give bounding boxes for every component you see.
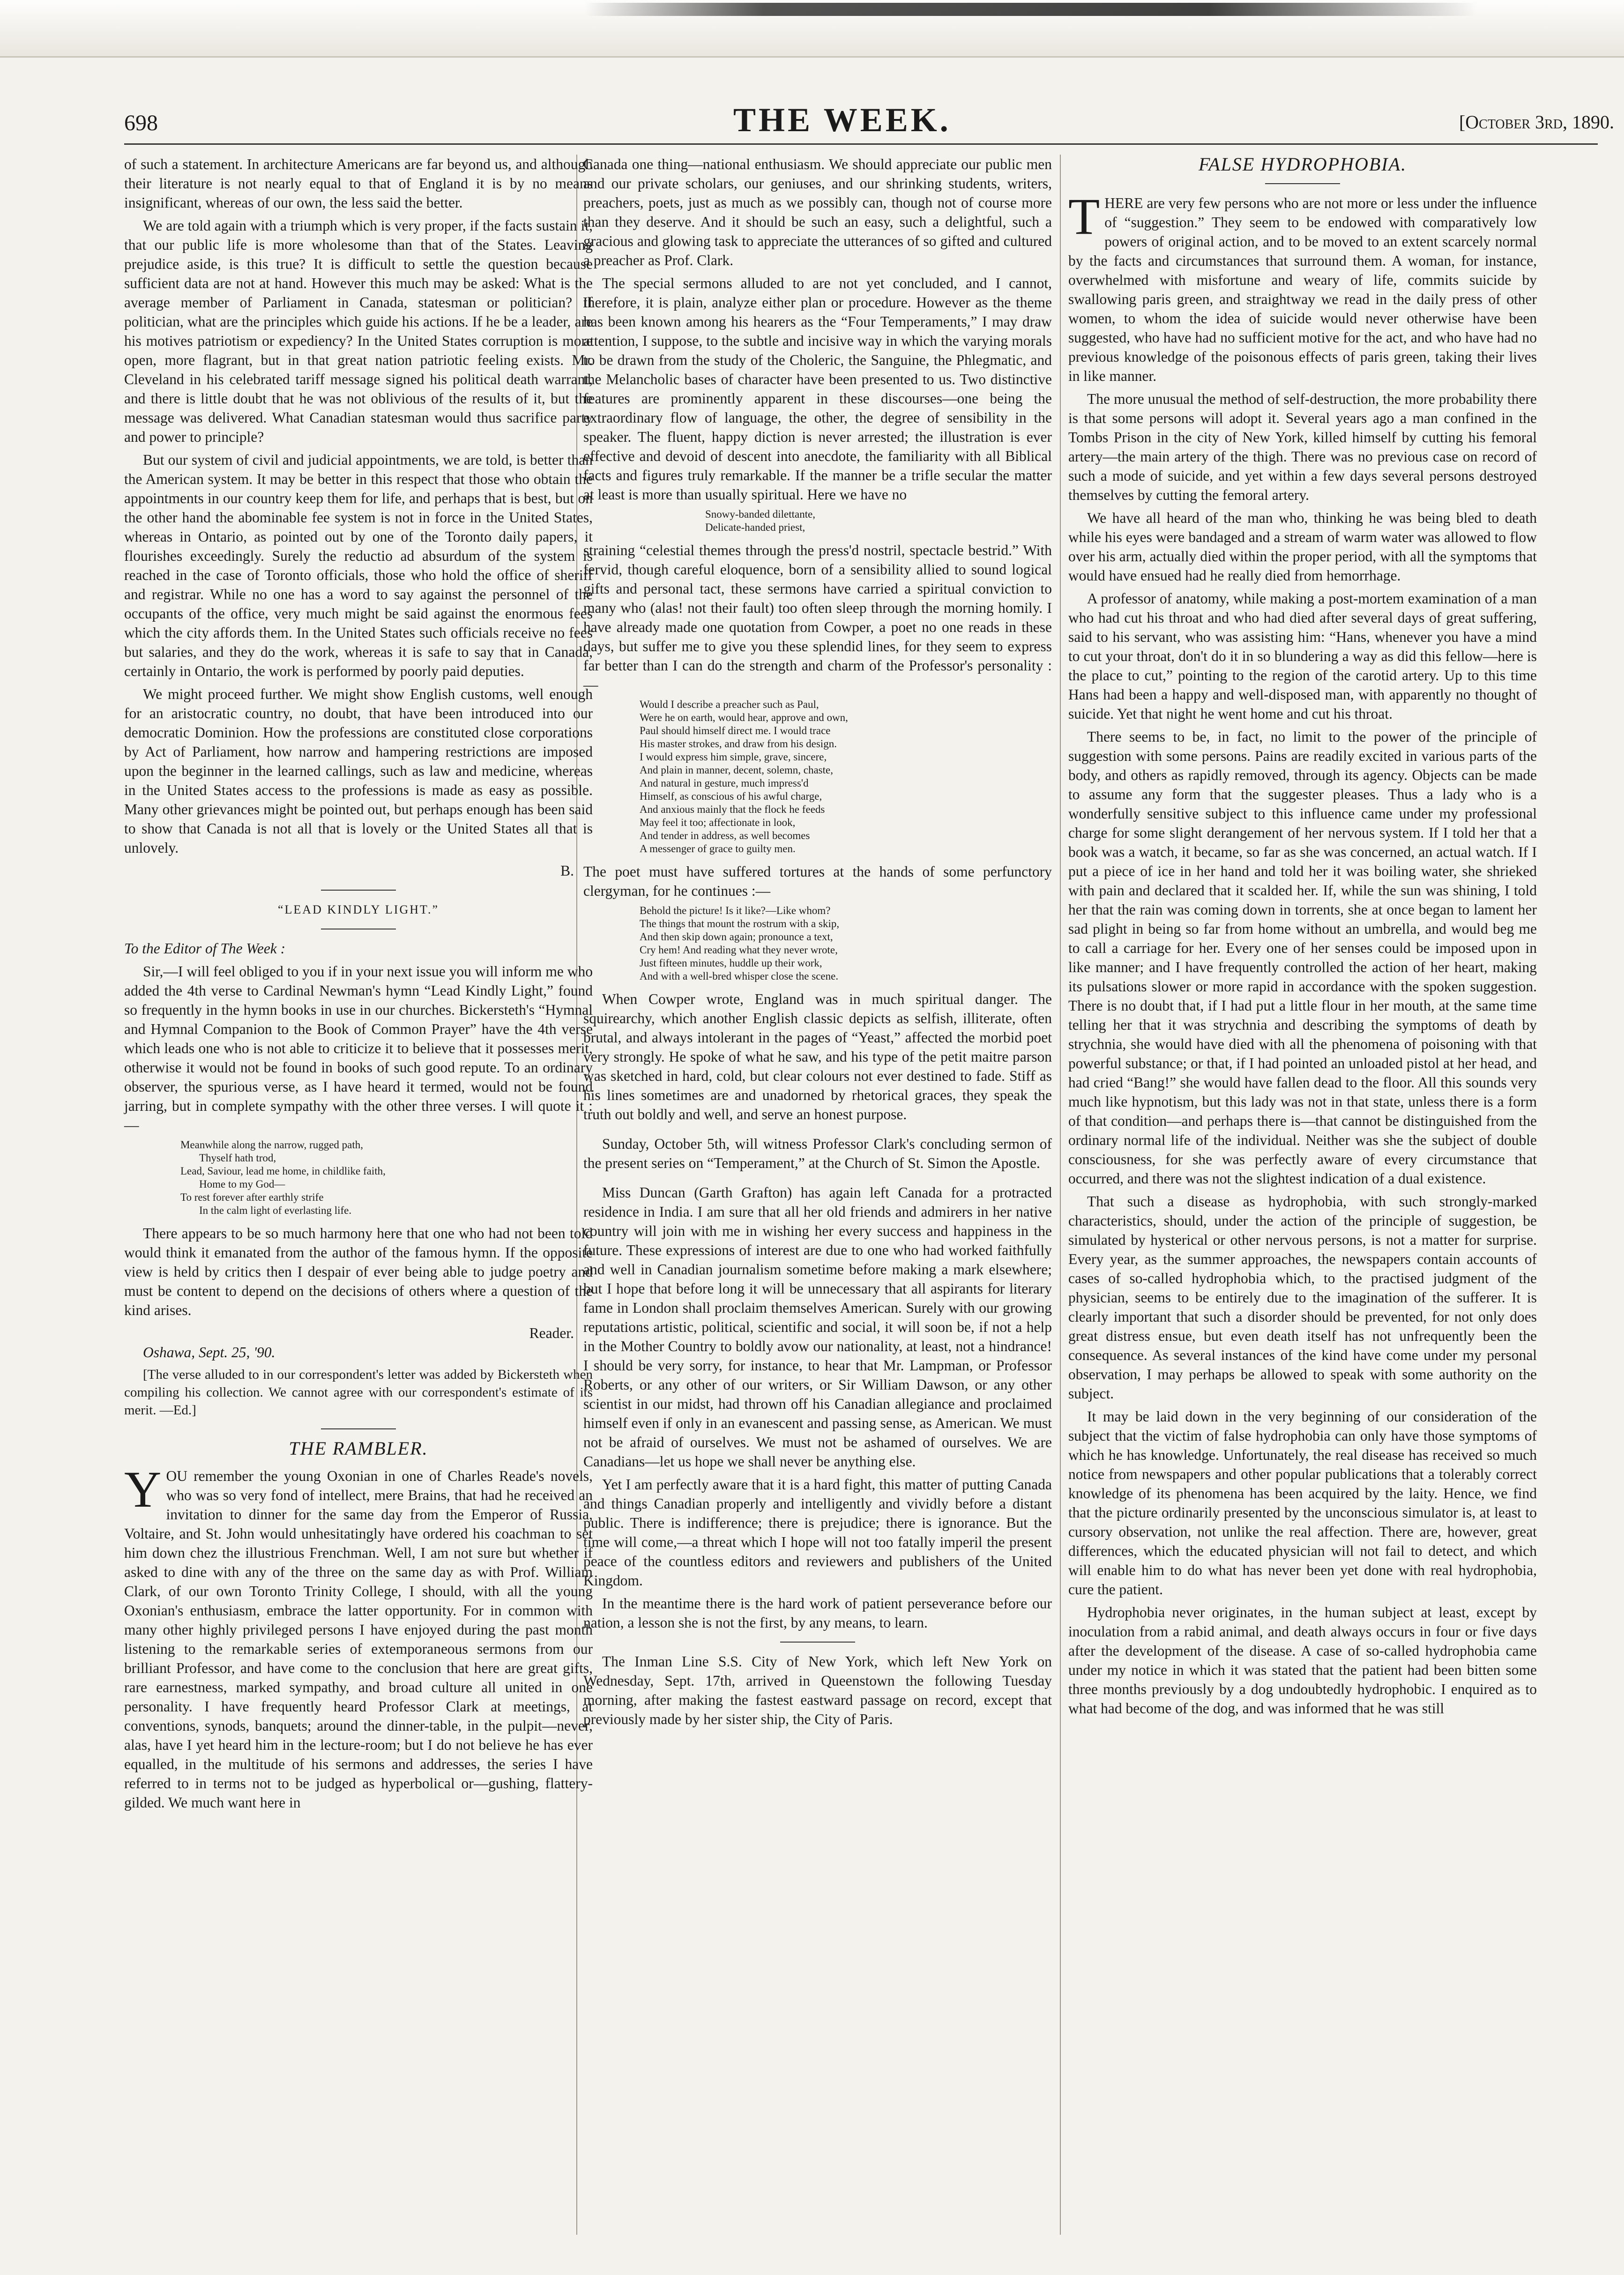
paragraph bbox=[1068, 188, 1537, 386]
paragraph: We are told again with a triumph which is very proper, if the facts sustain it, that our public life is more wholesome than that of the States. Leaving prejudice aside, is this true? It is difficult to settle the question because sufficient data are not at hand. However this much may be asked: What is the average member of Parliament in Canada, statesman or politician? If politician, what are the principles which guide his actions. If he be a leader, are his motives patriotism or expediency? In the United States corruption is more open, more flagrant, but in that great nation patriotic feeling exists. Mr. Cleveland in his celebrated tariff message signed his political death warrant, and there is little doubt that he was not oblivious of the results of it, but the message was delivered. What Canadian statesman would thus sacrifice party and power to principle? bbox=[124, 217, 593, 445]
paragraph: Miss Duncan (Garth Grafton) has again left Canada for a protracted residence in India. I am sure that all her old friends and admirers in her native country will join with me in wishing her every success and happiness in the future. These expressions of interest are due to one who had worked faithfully and well in Canadian journalism sometime before making a mark elsewhere; but I hope that before long it will be unnecessary that all aspirants for literary fame in London shall proclaim themselves American. Surely with our growing reputations artistic, political, scientific and social, it will soon be, if not a help in the Mother Country to boldly avow our nationality, at least, not a hindrance! I should be very sorry, for instance, to hear that Mr. Lampman, or Professor Roberts, or any other of our writers, or Sir William Dawson, or any other scientist in our midst, had thrown off his Canadian allegiance and proclaimed himself even if only in an evanescent and passing sense, as American. We must not be afraid of ourselves. We must not be ashamed of ourselves. We are Canadians—let us hope we shall never be anything else. bbox=[583, 1184, 1052, 1470]
paragraph: That such a disease as hydrophobia, with such strongly-marked characteristics, should, under the action of the principle of suggestion, be simulated by hysterical or other nervous persons, is not a matter for surprise. Every year, as the summer approaches, the newspapers contain accounts of cases of so-called hydrophobia which, to the practised judgment of the physician, seems to be entirely due to the imagination of the sufferer. It is clearly important that such a disorder should be prevented, for not only does great distress ensue, but even death itself has not unfrequently been the consequence. As several instances of the kind have come under my personal observation, I may perhaps be allowed to speak with some authority on the subject. bbox=[1068, 1193, 1537, 1402]
paragraph: The poet must have suffered tortures at the hands of some perfunctory clergyman, for he continues :— bbox=[583, 863, 1052, 899]
verse-line: And natural in gesture, much impress'd bbox=[640, 777, 809, 789]
verse-line: His master strokes, and draw from his design. bbox=[640, 738, 837, 750]
scan-streak bbox=[586, 3, 1476, 16]
scan-top-margin bbox=[0, 0, 1624, 58]
signature-b: B. bbox=[560, 862, 574, 879]
column-left bbox=[124, 155, 593, 1816]
header-rule bbox=[124, 143, 1598, 145]
verse-line: Would I describe a preacher such as Paul, bbox=[640, 699, 819, 710]
cowper-verse-2 bbox=[640, 904, 1052, 983]
verse-line: In the calm light of everlasting life. bbox=[199, 1204, 352, 1216]
paragraph: Sunday, October 5th, will witness Professor Clark's concluding sermon of the present series on “Temperament,” at the Church of St. Simon the Apostle. bbox=[583, 1136, 1052, 1171]
section-rule bbox=[321, 1428, 396, 1429]
paragraph bbox=[124, 1461, 593, 1812]
paragraph-text: OU remember the young Oxonian in one of Charles Reade's novels, who was so very fond of intellect, mere Brains, that had he received an invitation to dinner for the same day from the Emperor of Russia, Voltaire, and St. John would unhesitatingly have ordered his coachman to set him down chez the illustrious Frenchman. Well, I am not sure but whether if asked to dine with any of the three on the same day as with Prof. William Clark, of our own Toronto Trinity College, I should, with all the young Oxonian's enthusiasm, embrace the latter opportunity. For in common with many other highly privileged persons I have enjoyed during the past month listening to the remarkable series of extemporaneous sermons from our brilliant Professor, and have come to the conclusion that here are great gifts, rare earnestness, marked sympathy, and broad culture all united in one personality. I have frequently heard Professor Clark at meetings, at conventions, synods, banquets; around the dinner-table, in the pulpit—never, alas, have I yet heard him in the lecture-room; but I do not believe he has ever equalled, in the multitude of his sermons and addresses, the series I have referred to in terms not to be judged as hyperbolical or—gushing, flattery-gilded. We much want here in bbox=[124, 1468, 593, 1811]
paragraph: The more unusual the method of self-destruction, the more probability there is that some persons will adopt it. Several years ago a man confined in the Tombs Prison in the city of New York, killed himself by cutting his femoral artery—the main artery of the thigh. There was no previous case on record of such a mode of suicide, and yet within a few days several persons destroyed themselves by cutting the femoral artery. bbox=[1068, 391, 1537, 503]
issue-date: [October 3rd, 1890. bbox=[1459, 112, 1614, 133]
signature-reader: Reader. bbox=[529, 1325, 574, 1341]
page-number: 698 bbox=[124, 111, 158, 135]
article-title-lead-kindly-light: “LEAD KINDLY LIGHT.” bbox=[277, 903, 440, 916]
paragraph: We might proceed further. We might show English customs, well enough for an aristocratic country, no doubt, that have been introduced into our democratic Dominion. How the professions are constituted close corporations by Act of Parliament, how narrow and hampering restrictions are imposed upon the beginner in the learned callings, such as law and medicine, whereas in the United States access to the professions is made as easy as possible. Many other grievances might be pointed out, but perhaps enough has been said to show that Canada is not all that is lovely or the United States all that is unlovely. bbox=[124, 686, 593, 856]
page-header bbox=[124, 101, 1624, 143]
paragraph: In the meantime there is the hard work of patient perseverance before our nation, a lesson she is not the first, by any means, to learn. bbox=[583, 1595, 1052, 1631]
hymn-verse bbox=[180, 1138, 593, 1217]
paragraph: The Inman Line S.S. City of New York, which left New York on Wednesday, Sept. 17th, arrived in Queenstown the following Tuesday morning, after making the fastest eastward passage on record, except that previously made by her sister ship, the City of Paris. bbox=[583, 1653, 1052, 1727]
paragraph: There appears to be so much harmony here that one who had not been told would think it emanated from the author of the famous hymn. If the opposite view is held by critics then I despair of ever being able to judge poetry and must be content to depend on the decisions of others where a question of the kind arises. bbox=[124, 1225, 593, 1318]
verse-line: I would express him simple, grave, sincere, bbox=[640, 751, 827, 763]
verse-line: Were he on earth, would hear, approve and own, bbox=[640, 712, 848, 723]
verse-line: May feel it too; affectionate in look, bbox=[640, 817, 796, 828]
masthead: THE WEEK. bbox=[733, 101, 951, 139]
verse-line: To rest forever after earthly strife bbox=[180, 1191, 324, 1203]
paragraph: straining “celestial themes through the press'd nostril, spectacle bestrid.” With fervid, though careful eloquence, born of a sensibility allied to sound logical gifts and personal tact, these sermons have carried a spiritual conviction to many who (alas! not their fault) too often sleep through the morning homily. I have already made one quotation from Cowper, a poet no one reads in these days, but suffer me to give you these splendid lines, for they seem to express far better than I can do the strength and charm of the Professor's personality :— bbox=[583, 542, 1052, 693]
verse-line: Home to my God— bbox=[199, 1178, 285, 1190]
paragraph: A professor of anatomy, while making a post-mortem examination of a man who had cut his throat and who had died after several days of great suffering, said to his servant, who was assisting him: “Hans, whenever you have a mind to cut your throat, don't do it in so blundering a way as did this fellow—here is the place to cut,” pointing to the region of the carotid artery. Up to this time Hans had been a happy and well-disposed man, with apparently no thought of suicide. Yet that night he went home and cut his throat. bbox=[1068, 590, 1537, 722]
paragraph: The special sermons alluded to are not yet concluded, and I cannot, therefore, it is plain, analyze either plan or procedure. However as the theme has been known among his hearers as the “Four Temperaments,” I may draw attention, I suppose, to the subtle and incisive way in which the varying morals to be drawn from the study of the Choleric, the Sanguine, the Phlegmatic, and the Melancholic bases of character have been presented to us. Two distinctive features are prominently apparent in these discourses—one being the extraordinary flow of language, the other, the degree of sensibility in the speaker. The fluent, happy diction is never arrested; the illustration is ever effective and devoid of descent into anecdote, the familiarity with all Biblical facts and figures truly remarkable. If the manner be a trifle secular the matter at least is more than usually spiritual. Here we have no bbox=[583, 275, 1052, 503]
article-title-false-hydrophobia: FALSE HYDROPHOBIA. bbox=[1198, 154, 1407, 175]
verse-line: Paul should himself direct me. I would trace bbox=[640, 725, 831, 736]
article-title-the-rambler: THE RAMBLER. bbox=[289, 1438, 428, 1459]
verse-line: And then skip down again; pronounce a text, bbox=[640, 931, 833, 943]
verse-line: A messenger of grace to guilty men. bbox=[640, 843, 796, 855]
section-rule bbox=[321, 890, 396, 891]
paragraph: When Cowper wrote, England was in much spiritual danger. The squirearchy, which another English classic depicts as selfish, illiterate, often brutal, and always intolerant in the pages of “Yeast,” affected the morbid poet very strongly. He spoke of what he saw, and his type of the petit maitre parson was sketched in hard, cold, but clear colours not ever destined to fade. Stiff as his lines sometimes are and unadorned by rhetorical graces, they speak the truth out boldly and well, and serve an honest purpose. bbox=[583, 991, 1052, 1123]
paragraph: Canada one thing—national enthusiasm. We should appreciate our public men and our private scholars, our geniuses, and our shrinking students, writers, preachers, poets, just as much as we possibly can, though not of course more than they deserve. And it should be such an easy, such a delightful, such a gracious and glowing task to appreciate the utterances of so gifted and cultured a preacher as Prof. Clark. bbox=[583, 156, 1052, 268]
verse-line: Just fifteen minutes, huddle up their work, bbox=[640, 957, 822, 969]
verse-line: And tender in address, as well becomes bbox=[640, 830, 810, 841]
column-middle bbox=[583, 155, 1052, 1732]
paragraph-text: HERE are very few persons who are not more or less under the influence of “suggestion.” They seem to be endowed with comparatively low powers of original action, and to be moved to an extent scarcely normal by the facts and circumstances that surround them. A woman, for instance, overwhelmed with misfortune and weary of life, commits suicide by swallowing paris green, and straightway we read in the daily press of other women, to whom the idea of suicide would never otherwise have been suggested, who have had no sufficient motive for the act, and who have had no previous knowledge of the poisonous effects of paris green, taking their lives in like manner. bbox=[1068, 195, 1537, 384]
letter-salutation: To the Editor of The Week : bbox=[124, 940, 286, 957]
column-divider bbox=[1060, 155, 1061, 2235]
section-rule bbox=[1265, 183, 1340, 184]
verse-line: Delicate-handed priest, bbox=[705, 521, 805, 533]
editor-note: [The verse alluded to in our correspondent's letter was added by Bickersteth when compiling his collection. We cannot agree with our correspondent's estimate of its merit. —Ed.] bbox=[124, 1367, 593, 1418]
quote-verse bbox=[705, 508, 1052, 534]
drop-cap: Y bbox=[124, 1461, 162, 1518]
verse-line: Lead, Saviour, lead me home, in childlike faith, bbox=[180, 1165, 386, 1177]
paragraph: It may be laid down in the very beginning of our consideration of the subject that the victim of false hydrophobia can only have those symptoms of which he has knowledge. Unfortunately, the real disease has received so much notice from newspapers and other popular publications that a tolerably correct knowledge of its phenomena has been acquired by the laity. Hence, we find that the picture ordinarily presented by the unconscious simulator is, at least to cursory observation, not unlike the real affection. There are, however, great differences, which the educated physician will not fail to detect, and which will enable him to do what has never been yet done with real hydrophobia, cure the patient. bbox=[1068, 1408, 1537, 1598]
paragraph: Yet I am perfectly aware that it is a hard fight, this matter of putting Canada and things Canadian properly and intelligently and vividly before a distant public. There is indifference; there is prejudice; there is ignorance. But the time will come,—a threat which I hope will not too fatally imperil the present peace of the countless editors and reviewers and publishers of the United Kingdom. bbox=[583, 1476, 1052, 1589]
verse-line: And with a well-bred whisper close the scene. bbox=[640, 970, 839, 982]
paragraph: of such a statement. In architecture Americans are far beyond us, and although their literature is not nearly equal to that of England it is by no means insignificant, whereas of our own, the less said the better. bbox=[124, 156, 593, 211]
verse-line: Thyself hath trod, bbox=[199, 1152, 276, 1164]
drop-cap: T bbox=[1068, 188, 1100, 245]
verse-line: And anxious mainly that the flock he feeds bbox=[640, 803, 825, 815]
paragraph: But our system of civil and judicial appointments, we are told, is better than the American system. It may be better in this respect that those who obtain the appointments in our country keep them for life, and perhaps that is best, but on the other hand the abominable fee system is not in force in the United States, whereas in Ontario, as pointed out by one of the Toronto daily papers, it flourishes exceedingly. Surely the reductio ad absurdum of the system is reached in the case of Toronto officials, those who hold the office of sheriff and registrar. While no one has a word to say against the personnel of the occupants of the office, very much might be said against the enormous fees which the city affords them. In the United States such officials receive no fees but salaries, and they do the work, whereas it is safe to say that in Canada, certainly in Ontario, the work is performed by poorly paid deputies. bbox=[124, 452, 593, 679]
section-rule bbox=[780, 1642, 855, 1643]
cowper-verse bbox=[640, 698, 1052, 855]
verse-line: Behold the picture! Is it like?—Like whom? bbox=[640, 905, 831, 916]
verse-line: And plain in manner, decent, solemn, chaste, bbox=[640, 764, 833, 776]
paragraph: There seems to be, in fact, no limit to the power of the principle of suggestion with some persons. Pains are readily excited in various parts of the body, and others as rapidly removed, through its agency. Objects can be made to assume any form that the suggester pleases. Thus a lady who is a wonderfully sensitive subject to this influence came under my professional charge for some slight derangement of her nervous system. If I told her that a book was a watch, it became, so far as she was concerned, an actual watch. If I put a piece of ice in her hand and told her it was boiling water, she shrieked with pain and declared that it scalded her. If, while the sun was shining, I told her that the rain was coming down in torrents, she at once began to lament her sad plight in being so far from home without an umbrella, and would beg me to call a carriage for her. Every one of her senses could be imposed upon in like manner; and I have frequently controlled the action of her heart, making its pulsations slower or more rapid in accordance with the spoken suggestion. There is no doubt that, if I had put a little flour in her mouth, at the same time telling her that it was strychnia and describing the symptoms of death by strychnia, she would have died with all the phenomena of poisoning with that powerful substance; or that, if I had pointed an unloaded pistol at her head, and had cried “Bang!” she would have fallen dead to the floor. All this sounds very much like hypnotism, but this lady was not in that state, unless there is a form of that condition—and perhaps there is—that cannot be distinguished from the ordinary normal life of the individual. Neither was she the subject of double consciousness, for she was perfectly aware of every circumstance that occurred, and there was not the slightest indication of a dual existence. bbox=[1068, 729, 1537, 1187]
verse-line: Meanwhile along the narrow, rugged path, bbox=[180, 1139, 364, 1151]
paragraph: We have all heard of the man who, thinking he was being bled to death while his eyes were bandaged and a stream of warm water was allowed to flow over his arm, actually died within the proper period, with all the symptoms that would have ensued had he really died from hemorrhage. bbox=[1068, 510, 1537, 584]
verse-line: Himself, as conscious of his awful charge, bbox=[640, 790, 822, 802]
paragraph: Sir,—I will feel obliged to you if in your next issue you will inform me who added the 4th verse to Cardinal Newman's hymn “Lead Kindly Light,” found so frequently in the hymn books in use in our churches. Bickersteth's “Hymnal and Hymnal Companion to the Book of Common Prayer” have the 4th verse which leads one who is not able to criticize it to believe that it possesses merit, otherwise it would not be found in books of such good repute. To an ordinary observer, the spurious verse, as I have heard it termed, would not be found jarring, but in complete sympathy with the other three verses. I will quote it :— bbox=[124, 963, 593, 1133]
letter-place-date: Oshawa, Sept. 25, '90. bbox=[143, 1344, 276, 1361]
paragraph: Hydrophobia never originates, in the human subject at least, except by inoculation from a rabid animal, and death always occurs in four or five days after the development of the disease. A case of so-called hydrophobia came under my notice in which it was stated that the patient had been bitten some three months previously by a dog undoubtedly hydrophobic. I enquired as to what had become of the dog, and was informed that he was still bbox=[1068, 1604, 1537, 1717]
verse-line: Snowy-banded dilettante, bbox=[705, 508, 816, 520]
column-right bbox=[1068, 155, 1537, 1722]
verse-line: The things that mount the rostrum with a skip, bbox=[640, 918, 840, 929]
verse-line: Cry hem! And reading what they never wrote, bbox=[640, 944, 838, 956]
